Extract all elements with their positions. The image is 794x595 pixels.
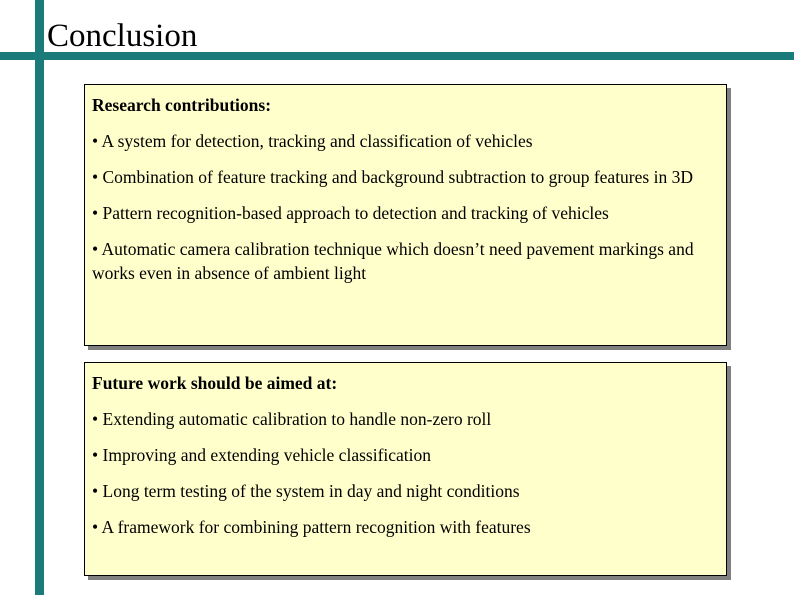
contribution-item: • Pattern recognition-based approach to detection and tracking of vehicles bbox=[92, 203, 609, 223]
future-work-item: • Long term testing of the system in day and night conditions bbox=[92, 481, 520, 501]
vertical-accent-bar bbox=[35, 0, 44, 595]
future-work-box bbox=[84, 362, 727, 576]
contributions-heading: Research contributions: bbox=[92, 95, 272, 115]
future-work-heading: Future work should be aimed at: bbox=[92, 373, 338, 393]
contribution-item: • Automatic camera calibration technique which doesn’t need pavement markings and works even in absence of ambient light bbox=[92, 239, 694, 283]
contribution-item: • A system for detection, tracking and classification of vehicles bbox=[92, 131, 533, 151]
slide-title: Conclusion bbox=[47, 18, 198, 54]
contributions-box bbox=[84, 84, 727, 346]
future-work-item: • Extending automatic calibration to handle non-zero roll bbox=[92, 409, 492, 429]
future-work-item: • Improving and extending vehicle classification bbox=[92, 445, 432, 465]
contribution-item: • Combination of feature tracking and background subtraction to group features in 3D bbox=[92, 167, 693, 187]
future-work-item: • A framework for combining pattern recognition with features bbox=[92, 517, 531, 537]
